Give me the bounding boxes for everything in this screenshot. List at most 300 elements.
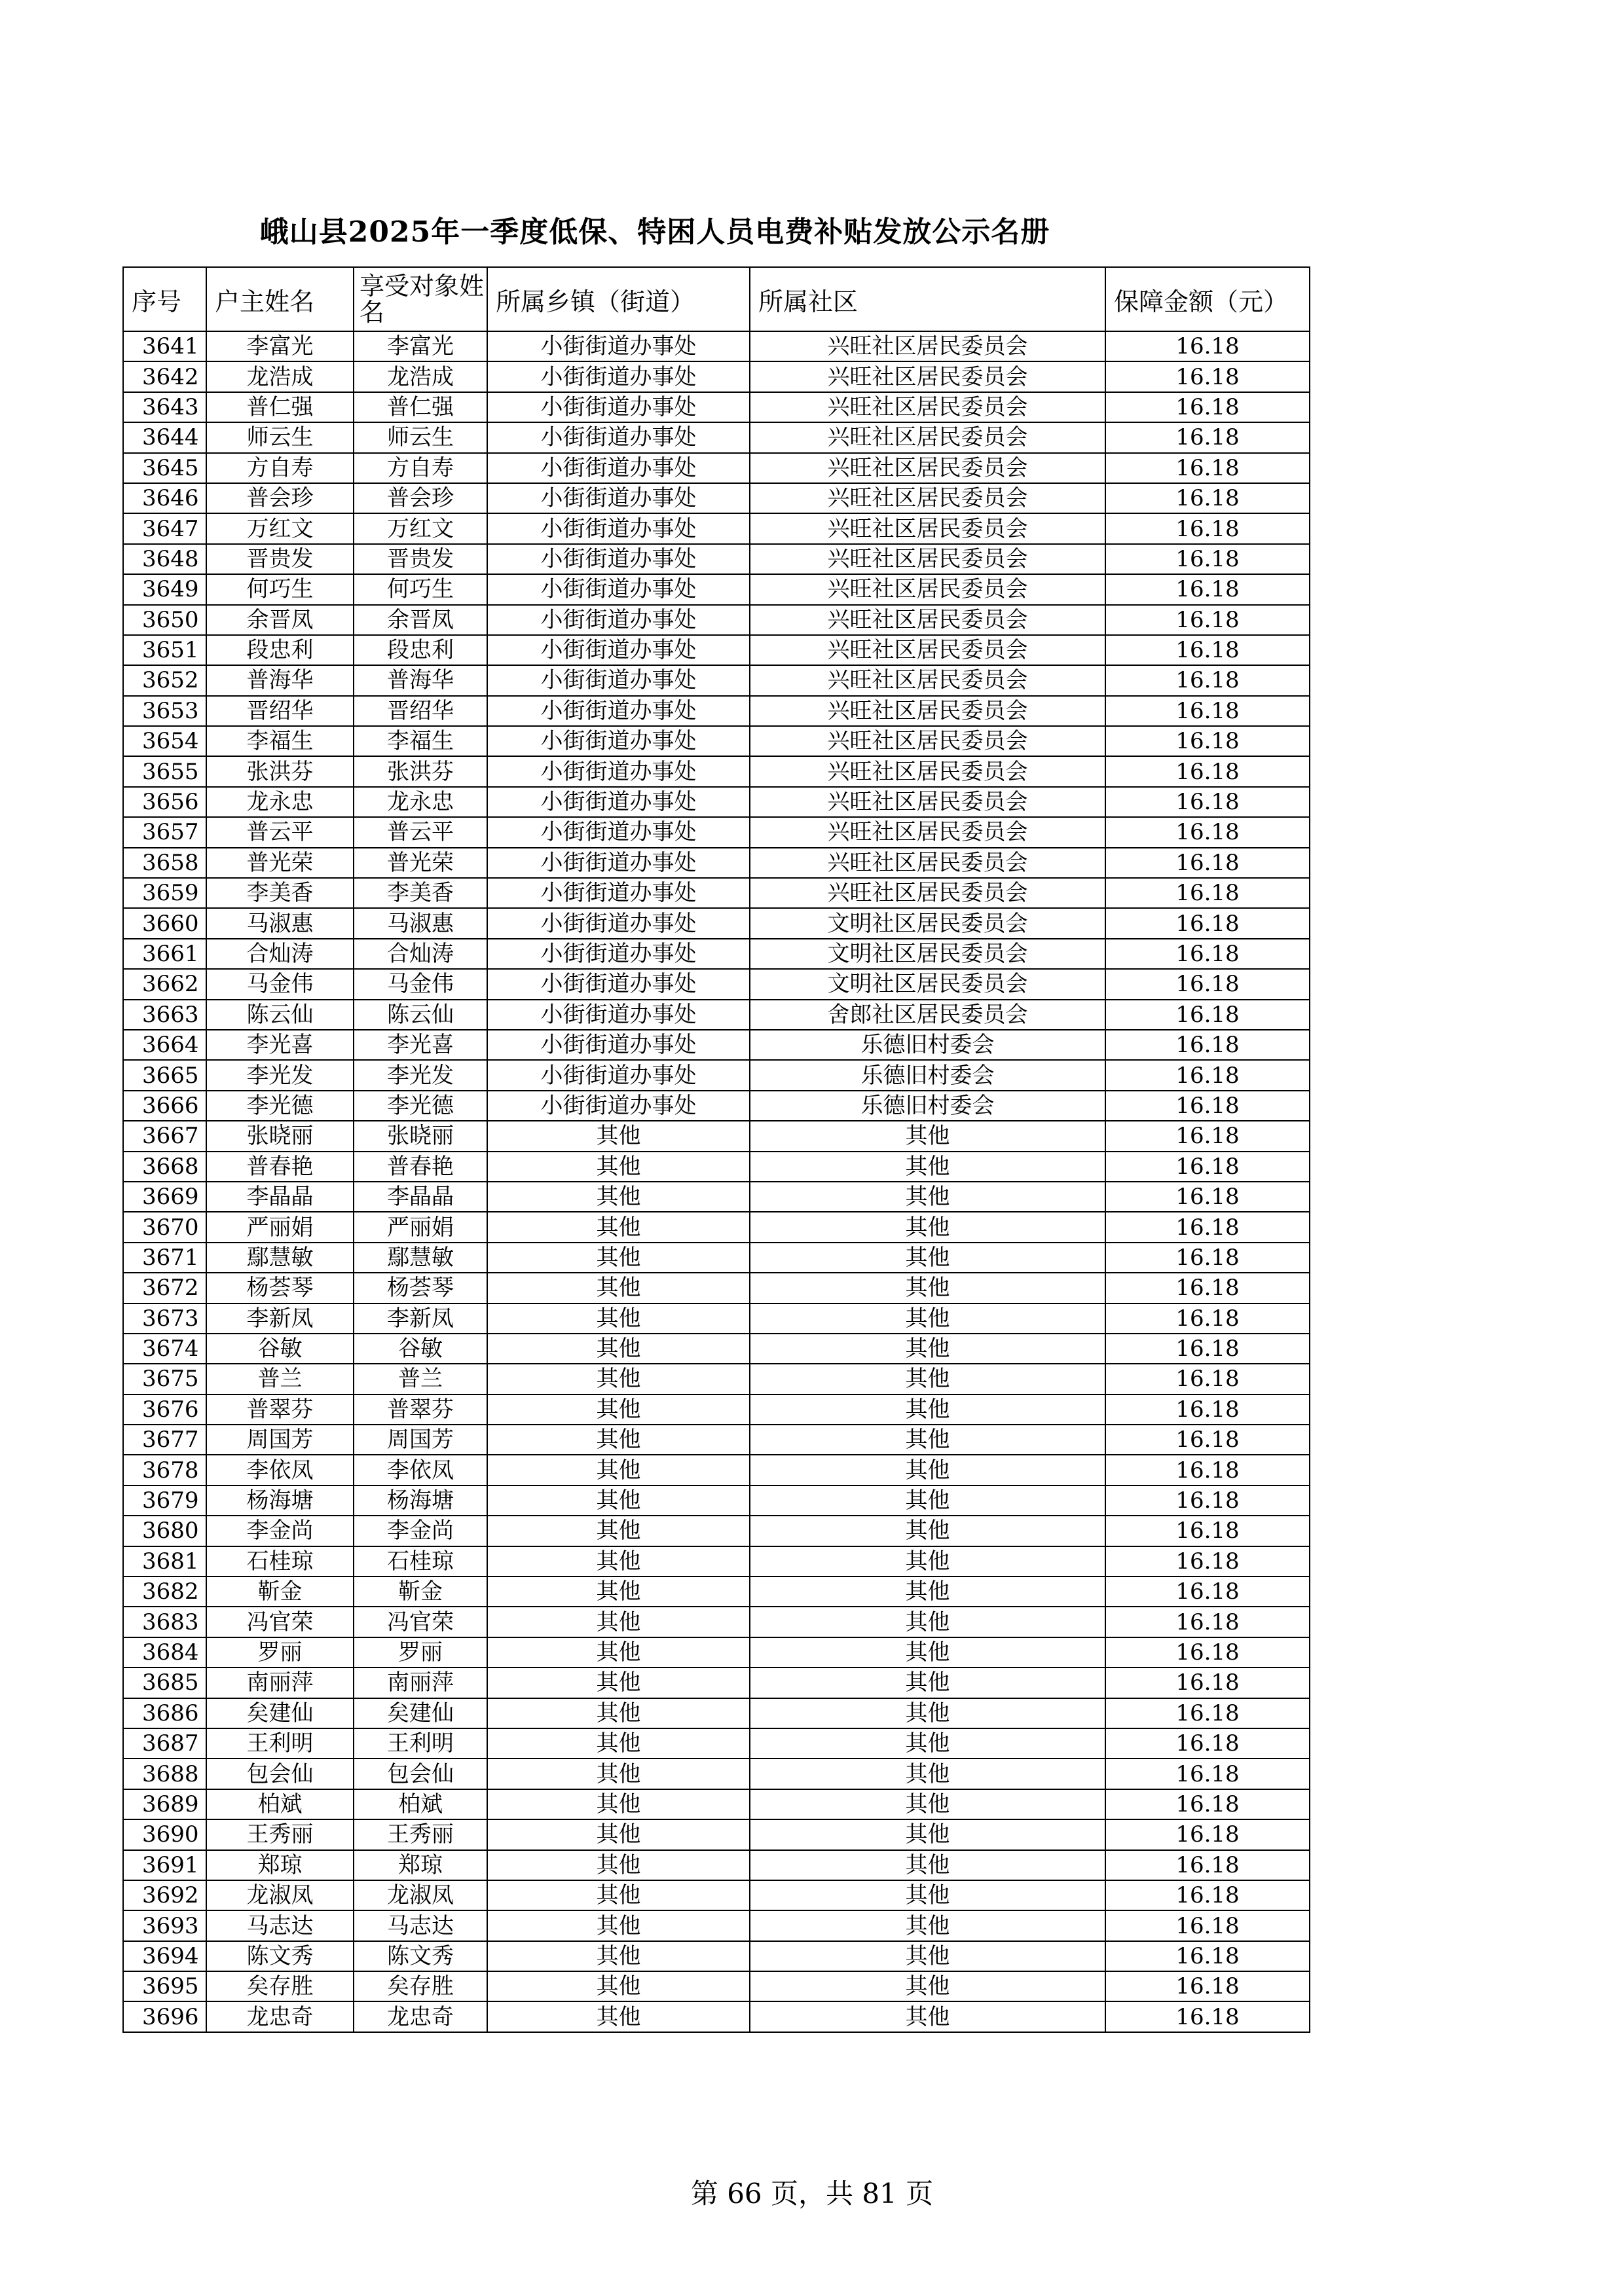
- cell-beneficiary: 罗丽: [354, 1637, 487, 1667]
- cell-community: 其他: [750, 1607, 1105, 1637]
- cell-community: 其他: [750, 1758, 1105, 1789]
- cell-serial: 3677: [123, 1425, 206, 1455]
- cell-beneficiary: 靳金: [354, 1576, 487, 1607]
- cell-serial: 3672: [123, 1273, 206, 1303]
- cell-township: 小街街道办事处: [487, 605, 750, 635]
- cell-community: 其他: [750, 1121, 1105, 1151]
- cell-serial: 3682: [123, 1576, 206, 1607]
- cell-township: 小街街道办事处: [487, 696, 750, 726]
- cell-amount: 16.18: [1105, 878, 1310, 908]
- table-row: [123, 392, 1310, 422]
- table-row: [123, 1243, 1310, 1273]
- cell-community: 兴旺社区居民委员会: [750, 817, 1105, 847]
- cell-amount: 16.18: [1105, 665, 1310, 695]
- cell-household-head: 段忠利: [206, 635, 354, 665]
- cell-amount: 16.18: [1105, 513, 1310, 543]
- table-row: [123, 1546, 1310, 1576]
- cell-beneficiary: 李美香: [354, 878, 487, 908]
- cell-household-head: 李光喜: [206, 1030, 354, 1060]
- cell-household-head: 杨海塘: [206, 1485, 354, 1516]
- cell-household-head: 晋贵发: [206, 544, 354, 574]
- cell-household-head: 杨荟琴: [206, 1273, 354, 1303]
- cell-community: 兴旺社区居民委员会: [750, 513, 1105, 543]
- cell-serial: 3644: [123, 422, 206, 452]
- cell-serial: 3670: [123, 1212, 206, 1242]
- cell-community: 兴旺社区居民委员会: [750, 696, 1105, 726]
- table-row: [123, 1455, 1310, 1485]
- cell-amount: 16.18: [1105, 1850, 1310, 1880]
- cell-serial: 3661: [123, 939, 206, 969]
- cell-beneficiary: 普光荣: [354, 848, 487, 878]
- cell-beneficiary: 李富光: [354, 331, 487, 361]
- cell-serial: 3692: [123, 1880, 206, 1910]
- cell-township: 其他: [487, 1425, 750, 1455]
- header-household-head: 户主姓名: [206, 267, 354, 331]
- cell-township: 其他: [487, 1576, 750, 1607]
- cell-amount: 16.18: [1105, 848, 1310, 878]
- cell-serial: 3690: [123, 1819, 206, 1850]
- cell-amount: 16.18: [1105, 422, 1310, 452]
- cell-beneficiary: 冯官荣: [354, 1607, 487, 1637]
- cell-township: 小街街道办事处: [487, 422, 750, 452]
- cell-beneficiary: 周国芳: [354, 1425, 487, 1455]
- cell-beneficiary: 晋贵发: [354, 544, 487, 574]
- table-row: [123, 2001, 1310, 2032]
- cell-household-head: 李依凤: [206, 1455, 354, 1485]
- cell-community: 乐德旧村委会: [750, 1060, 1105, 1090]
- cell-beneficiary: 普云平: [354, 817, 487, 847]
- cell-household-head: 晋绍华: [206, 696, 354, 726]
- cell-beneficiary: 普兰: [354, 1364, 487, 1394]
- cell-township: 其他: [487, 1941, 750, 1971]
- cell-serial: 3687: [123, 1728, 206, 1758]
- cell-township: 其他: [487, 1243, 750, 1273]
- cell-township: 小街街道办事处: [487, 1091, 750, 1121]
- cell-community: 其他: [750, 1880, 1105, 1910]
- cell-township: 小街街道办事处: [487, 1060, 750, 1090]
- cell-community: 文明社区居民委员会: [750, 939, 1105, 969]
- cell-beneficiary: 方自寿: [354, 453, 487, 483]
- table-row: [123, 1000, 1310, 1030]
- cell-household-head: 严丽娟: [206, 1212, 354, 1242]
- table-row: [123, 1576, 1310, 1607]
- cell-household-head: 李新凤: [206, 1303, 354, 1334]
- cell-township: 其他: [487, 1880, 750, 1910]
- cell-household-head: 龙淑凤: [206, 1880, 354, 1910]
- cell-township: 小街街道办事处: [487, 392, 750, 422]
- cell-amount: 16.18: [1105, 1182, 1310, 1212]
- cell-township: 其他: [487, 1394, 750, 1425]
- cell-beneficiary: 李晶晶: [354, 1182, 487, 1212]
- cell-community: 其他: [750, 1152, 1105, 1182]
- cell-beneficiary: 普仁强: [354, 392, 487, 422]
- cell-community: 其他: [750, 1850, 1105, 1880]
- cell-serial: 3651: [123, 635, 206, 665]
- cell-community: 其他: [750, 1364, 1105, 1394]
- cell-township: 小街街道办事处: [487, 665, 750, 695]
- cell-beneficiary: 马志达: [354, 1910, 487, 1941]
- cell-amount: 16.18: [1105, 1607, 1310, 1637]
- table-row: [123, 331, 1310, 361]
- cell-beneficiary: 杨荟琴: [354, 1273, 487, 1303]
- table-row: [123, 696, 1310, 726]
- table-row: [123, 848, 1310, 878]
- cell-household-head: 普云平: [206, 817, 354, 847]
- cell-beneficiary: 谷敏: [354, 1334, 487, 1364]
- cell-community: 乐德旧村委会: [750, 1030, 1105, 1060]
- cell-serial: 3691: [123, 1850, 206, 1880]
- table-row: [123, 1152, 1310, 1182]
- table-row: [123, 1091, 1310, 1121]
- cell-community: 兴旺社区居民委员会: [750, 605, 1105, 635]
- cell-township: 其他: [487, 1516, 750, 1546]
- table-row: [123, 574, 1310, 604]
- cell-community: 兴旺社区居民委员会: [750, 483, 1105, 513]
- cell-serial: 3642: [123, 361, 206, 392]
- cell-community: 其他: [750, 1637, 1105, 1667]
- cell-household-head: 李美香: [206, 878, 354, 908]
- table-row: [123, 1121, 1310, 1151]
- cell-household-head: 张晓丽: [206, 1121, 354, 1151]
- cell-amount: 16.18: [1105, 1698, 1310, 1728]
- cell-household-head: 普仁强: [206, 392, 354, 422]
- cell-township: 小街街道办事处: [487, 787, 750, 817]
- table-row: [123, 1910, 1310, 1941]
- cell-amount: 16.18: [1105, 605, 1310, 635]
- cell-serial: 3649: [123, 574, 206, 604]
- cell-amount: 16.18: [1105, 908, 1310, 938]
- cell-amount: 16.18: [1105, 1485, 1310, 1516]
- cell-township: 小街街道办事处: [487, 513, 750, 543]
- cell-amount: 16.18: [1105, 1121, 1310, 1151]
- cell-household-head: 万红文: [206, 513, 354, 543]
- cell-amount: 16.18: [1105, 1576, 1310, 1607]
- cell-amount: 16.18: [1105, 574, 1310, 604]
- cell-beneficiary: 矣建仙: [354, 1698, 487, 1728]
- table-row: [123, 1789, 1310, 1819]
- cell-amount: 16.18: [1105, 1758, 1310, 1789]
- cell-beneficiary: 龙永忠: [354, 787, 487, 817]
- cell-amount: 16.18: [1105, 1000, 1310, 1030]
- cell-serial: 3659: [123, 878, 206, 908]
- cell-serial: 3678: [123, 1455, 206, 1485]
- cell-township: 其他: [487, 1455, 750, 1485]
- cell-beneficiary: 王利明: [354, 1728, 487, 1758]
- cell-amount: 16.18: [1105, 1152, 1310, 1182]
- table-row: [123, 1060, 1310, 1090]
- cell-community: 兴旺社区居民委员会: [750, 544, 1105, 574]
- cell-beneficiary: 师云生: [354, 422, 487, 452]
- cell-household-head: 矣存胜: [206, 1971, 354, 2001]
- cell-community: 兴旺社区居民委员会: [750, 574, 1105, 604]
- table-row: [123, 1941, 1310, 1971]
- cell-township: 其他: [487, 1364, 750, 1394]
- cell-community: 其他: [750, 1576, 1105, 1607]
- cell-beneficiary: 龙淑凤: [354, 1880, 487, 1910]
- cell-community: 兴旺社区居民委员会: [750, 453, 1105, 483]
- cell-beneficiary: 李光德: [354, 1091, 487, 1121]
- cell-beneficiary: 普春艳: [354, 1152, 487, 1182]
- cell-serial: 3652: [123, 665, 206, 695]
- cell-community: 舍郎社区居民委员会: [750, 1000, 1105, 1030]
- cell-community: 文明社区居民委员会: [750, 969, 1105, 999]
- cell-serial: 3673: [123, 1303, 206, 1334]
- cell-amount: 16.18: [1105, 1030, 1310, 1060]
- cell-amount: 16.18: [1105, 1910, 1310, 1941]
- cell-household-head: 谷敏: [206, 1334, 354, 1364]
- cell-serial: 3650: [123, 605, 206, 635]
- cell-household-head: 普海华: [206, 665, 354, 695]
- table-row: [123, 1303, 1310, 1334]
- cell-community: 乐德旧村委会: [750, 1091, 1105, 1121]
- cell-household-head: 矣建仙: [206, 1698, 354, 1728]
- cell-serial: 3669: [123, 1182, 206, 1212]
- table-row: [123, 1758, 1310, 1789]
- cell-township: 小街街道办事处: [487, 848, 750, 878]
- cell-serial: 3693: [123, 1910, 206, 1941]
- cell-township: 小街街道办事处: [487, 1030, 750, 1060]
- cell-township: 其他: [487, 1334, 750, 1364]
- cell-amount: 16.18: [1105, 1728, 1310, 1758]
- table-row: [123, 1394, 1310, 1425]
- cell-beneficiary: 张晓丽: [354, 1121, 487, 1151]
- cell-community: 其他: [750, 1910, 1105, 1941]
- cell-community: 兴旺社区居民委员会: [750, 848, 1105, 878]
- cell-household-head: 陈云仙: [206, 1000, 354, 1030]
- cell-beneficiary: 李光喜: [354, 1030, 487, 1060]
- table-row: [123, 878, 1310, 908]
- cell-serial: 3696: [123, 2001, 206, 2032]
- cell-household-head: 龙忠奇: [206, 2001, 354, 2032]
- cell-community: 其他: [750, 1243, 1105, 1273]
- cell-community: 兴旺社区居民委员会: [750, 361, 1105, 392]
- cell-household-head: 李晶晶: [206, 1182, 354, 1212]
- cell-household-head: 普会珍: [206, 483, 354, 513]
- cell-beneficiary: 李金尚: [354, 1516, 487, 1546]
- cell-household-head: 王利明: [206, 1728, 354, 1758]
- header-row: [123, 267, 1310, 331]
- cell-household-head: 罗丽: [206, 1637, 354, 1667]
- cell-serial: 3681: [123, 1546, 206, 1576]
- cell-serial: 3688: [123, 1758, 206, 1789]
- cell-township: 小街街道办事处: [487, 635, 750, 665]
- cell-community: 兴旺社区居民委员会: [750, 756, 1105, 786]
- cell-community: 兴旺社区居民委员会: [750, 422, 1105, 452]
- cell-amount: 16.18: [1105, 1243, 1310, 1273]
- cell-household-head: 马金伟: [206, 969, 354, 999]
- cell-beneficiary: 龙忠奇: [354, 2001, 487, 2032]
- cell-amount: 16.18: [1105, 787, 1310, 817]
- table-row: [123, 1516, 1310, 1546]
- cell-amount: 16.18: [1105, 544, 1310, 574]
- cell-household-head: 王秀丽: [206, 1819, 354, 1850]
- cell-township: 其他: [487, 1971, 750, 2001]
- cell-amount: 16.18: [1105, 361, 1310, 392]
- cell-serial: 3680: [123, 1516, 206, 1546]
- cell-township: 其他: [487, 1152, 750, 1182]
- table-row: [123, 756, 1310, 786]
- cell-serial: 3643: [123, 392, 206, 422]
- cell-beneficiary: 矣存胜: [354, 1971, 487, 2001]
- cell-township: 其他: [487, 1758, 750, 1789]
- table-row: [123, 1485, 1310, 1516]
- cell-township: 其他: [487, 1698, 750, 1728]
- cell-amount: 16.18: [1105, 1667, 1310, 1698]
- document-title: 峨山县2025年一季度低保、特困人员电费补贴发放公示名册: [259, 215, 1050, 249]
- cell-township: 其他: [487, 1182, 750, 1212]
- cell-household-head: 张洪芬: [206, 756, 354, 786]
- cell-beneficiary: 鄢慧敏: [354, 1243, 487, 1273]
- cell-serial: 3675: [123, 1364, 206, 1394]
- cell-amount: 16.18: [1105, 453, 1310, 483]
- table-row: [123, 1667, 1310, 1698]
- table-row: [123, 1334, 1310, 1364]
- cell-beneficiary: 张洪芬: [354, 756, 487, 786]
- cell-amount: 16.18: [1105, 1789, 1310, 1819]
- cell-household-head: 普翠芬: [206, 1394, 354, 1425]
- cell-community: 兴旺社区居民委员会: [750, 665, 1105, 695]
- header-community: 所属社区: [750, 267, 1105, 331]
- cell-serial: 3694: [123, 1941, 206, 1971]
- cell-household-head: 李金尚: [206, 1516, 354, 1546]
- cell-township: 其他: [487, 1910, 750, 1941]
- cell-household-head: 龙永忠: [206, 787, 354, 817]
- cell-township: 其他: [487, 1121, 750, 1151]
- table-row: [123, 1698, 1310, 1728]
- cell-community: 其他: [750, 1212, 1105, 1242]
- cell-household-head: 马淑惠: [206, 908, 354, 938]
- cell-household-head: 陈文秀: [206, 1941, 354, 1971]
- cell-community: 兴旺社区居民委员会: [750, 392, 1105, 422]
- cell-household-head: 周国芳: [206, 1425, 354, 1455]
- table-row: [123, 453, 1310, 483]
- cell-household-head: 李光德: [206, 1091, 354, 1121]
- cell-amount: 16.18: [1105, 1880, 1310, 1910]
- cell-beneficiary: 南丽萍: [354, 1667, 487, 1698]
- cell-township: 小街街道办事处: [487, 817, 750, 847]
- cell-serial: 3665: [123, 1060, 206, 1090]
- cell-township: 其他: [487, 1546, 750, 1576]
- cell-serial: 3683: [123, 1607, 206, 1637]
- cell-amount: 16.18: [1105, 392, 1310, 422]
- cell-serial: 3653: [123, 696, 206, 726]
- table-row: [123, 605, 1310, 635]
- cell-amount: 16.18: [1105, 635, 1310, 665]
- table-row: [123, 483, 1310, 513]
- cell-household-head: 柏斌: [206, 1789, 354, 1819]
- cell-community: 其他: [750, 1303, 1105, 1334]
- table-row: [123, 1273, 1310, 1303]
- cell-household-head: 南丽萍: [206, 1667, 354, 1698]
- cell-amount: 16.18: [1105, 1941, 1310, 1971]
- cell-amount: 16.18: [1105, 1303, 1310, 1334]
- cell-serial: 3657: [123, 817, 206, 847]
- cell-beneficiary: 晋绍华: [354, 696, 487, 726]
- cell-amount: 16.18: [1105, 1971, 1310, 2001]
- cell-serial: 3658: [123, 848, 206, 878]
- table-row: [123, 1364, 1310, 1394]
- cell-community: 其他: [750, 1971, 1105, 2001]
- cell-beneficiary: 李新凤: [354, 1303, 487, 1334]
- cell-amount: 16.18: [1105, 1334, 1310, 1364]
- cell-township: 小街街道办事处: [487, 1000, 750, 1030]
- cell-township: 其他: [487, 1667, 750, 1698]
- cell-amount: 16.18: [1105, 969, 1310, 999]
- cell-serial: 3641: [123, 331, 206, 361]
- table-row: [123, 544, 1310, 574]
- cell-amount: 16.18: [1105, 1060, 1310, 1090]
- cell-township: 小街街道办事处: [487, 969, 750, 999]
- cell-serial: 3695: [123, 1971, 206, 2001]
- cell-beneficiary: 段忠利: [354, 635, 487, 665]
- cell-township: 小街街道办事处: [487, 939, 750, 969]
- cell-serial: 3654: [123, 726, 206, 756]
- cell-beneficiary: 陈云仙: [354, 1000, 487, 1030]
- cell-serial: 3664: [123, 1030, 206, 1060]
- cell-beneficiary: 石桂琼: [354, 1546, 487, 1576]
- cell-household-head: 何巧生: [206, 574, 354, 604]
- cell-community: 其他: [750, 1941, 1105, 1971]
- cell-serial: 3655: [123, 756, 206, 786]
- cell-beneficiary: 何巧生: [354, 574, 487, 604]
- cell-serial: 3684: [123, 1637, 206, 1667]
- cell-beneficiary: 普海华: [354, 665, 487, 695]
- cell-amount: 16.18: [1105, 1455, 1310, 1485]
- table-row: [123, 726, 1310, 756]
- cell-township: 小街街道办事处: [487, 331, 750, 361]
- cell-household-head: 余晋凤: [206, 605, 354, 635]
- cell-household-head: 普光荣: [206, 848, 354, 878]
- cell-community: 兴旺社区居民委员会: [750, 787, 1105, 817]
- cell-community: 其他: [750, 1334, 1105, 1364]
- cell-beneficiary: 杨海塘: [354, 1485, 487, 1516]
- cell-beneficiary: 龙浩成: [354, 361, 487, 392]
- cell-amount: 16.18: [1105, 1546, 1310, 1576]
- cell-amount: 16.18: [1105, 1516, 1310, 1546]
- page-footer: 第 66 页，共 81 页: [690, 2178, 934, 2210]
- cell-amount: 16.18: [1105, 1637, 1310, 1667]
- cell-community: 其他: [750, 1728, 1105, 1758]
- cell-serial: 3646: [123, 483, 206, 513]
- table-row: [123, 1212, 1310, 1242]
- cell-serial: 3679: [123, 1485, 206, 1516]
- cell-household-head: 鄢慧敏: [206, 1243, 354, 1273]
- cell-household-head: 石桂琼: [206, 1546, 354, 1576]
- cell-township: 小街街道办事处: [487, 908, 750, 938]
- cell-community: 其他: [750, 1182, 1105, 1212]
- cell-serial: 3667: [123, 1121, 206, 1151]
- cell-township: 小街街道办事处: [487, 756, 750, 786]
- cell-serial: 3647: [123, 513, 206, 543]
- cell-beneficiary: 马金伟: [354, 969, 487, 999]
- cell-township: 其他: [487, 1485, 750, 1516]
- cell-community: 其他: [750, 1273, 1105, 1303]
- cell-township: 小街街道办事处: [487, 726, 750, 756]
- cell-household-head: 李富光: [206, 331, 354, 361]
- cell-township: 其他: [487, 1728, 750, 1758]
- cell-serial: 3686: [123, 1698, 206, 1728]
- cell-serial: 3671: [123, 1243, 206, 1273]
- cell-community: 其他: [750, 1485, 1105, 1516]
- cell-community: 其他: [750, 1698, 1105, 1728]
- cell-serial: 3662: [123, 969, 206, 999]
- table-row: [123, 1850, 1310, 1880]
- cell-serial: 3663: [123, 1000, 206, 1030]
- cell-serial: 3685: [123, 1667, 206, 1698]
- table-row: [123, 1971, 1310, 2001]
- cell-community: 其他: [750, 1394, 1105, 1425]
- cell-serial: 3645: [123, 453, 206, 483]
